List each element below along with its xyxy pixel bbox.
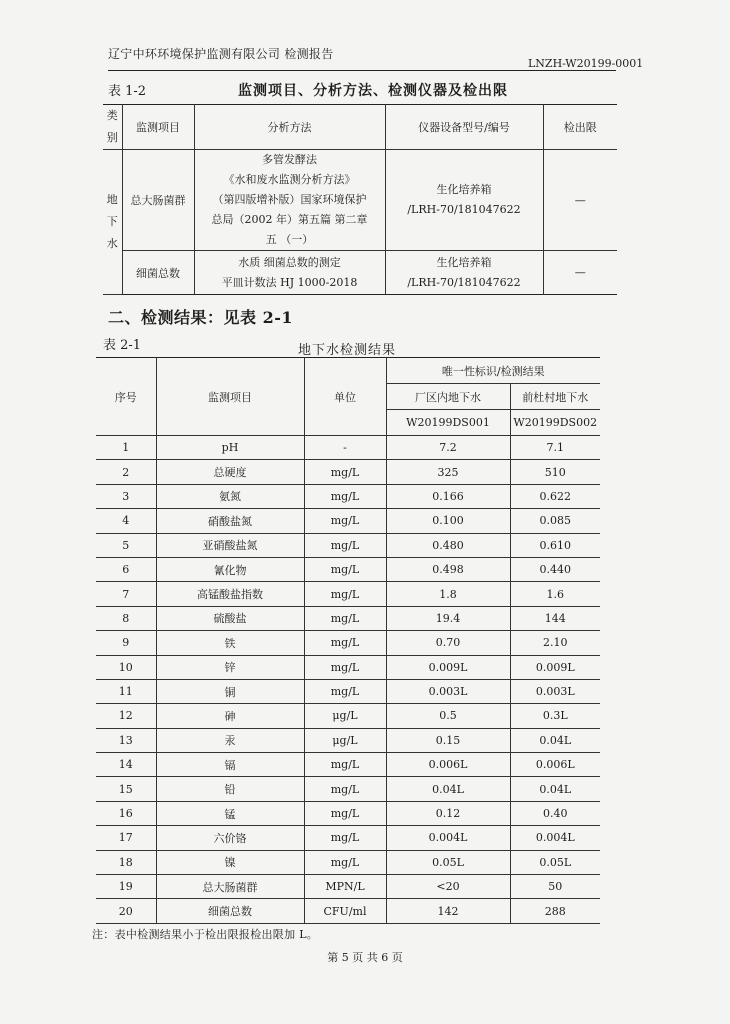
table-row [96,875,600,899]
item-cell: 细菌总数 [156,899,304,923]
result-site-1: 0.5 [386,704,510,728]
result-site-1: 0.70 [386,631,510,655]
unit-cell: μg/L [304,728,386,752]
item-cell: 镉 [156,753,304,777]
row-number: 7 [96,582,156,606]
unit-cell: mg/L [304,484,386,508]
cell-line: /LRH-70/181047622 [407,275,521,289]
row-number: 5 [96,533,156,557]
instrument-cell [385,150,543,251]
table-1-2-label: 表 1-2 [108,84,147,99]
result-site-2: 0.009L [510,655,600,679]
company-header: 辽宁中环环境保护监测有限公司 检测报告 [108,47,334,61]
item-cell: 汞 [156,728,304,752]
cell-line: 平皿计数法 HJ 1000-2018 [221,275,358,289]
table-row [96,899,600,923]
header-sample-id-1: W20199DS001 [386,410,510,436]
result-site-1: 142 [386,899,510,923]
result-site-1: 0.006L [386,753,510,777]
row-number: 13 [96,728,156,752]
methods-table-header [103,105,617,150]
unit-cell: CFU/ml [304,899,386,923]
cell-line: 《水和废水监测分析方法》 [223,173,356,186]
header-method: 分析方法 [194,105,385,150]
header-site-1: 厂区内地下水 [386,384,510,410]
item-cell: 镍 [156,850,304,874]
unit-cell: mg/L [304,557,386,581]
results-header-row [96,358,600,384]
header-unit: 单位 [304,358,386,436]
row-number: 14 [96,753,156,777]
item-cell: 硫酸盐 [156,606,304,630]
item-cell: 总大肠菌群 [156,875,304,899]
result-site-2: 0.04L [510,777,600,801]
unit-cell: mg/L [304,606,386,630]
table-row [96,655,600,679]
cell-line: （第四版增补版）国家环境保护 [212,193,367,206]
unit-cell: mg/L [304,850,386,874]
item-cell: 铅 [156,777,304,801]
cell-line: 总局（2002 年）第五篇 第二章 [211,213,368,226]
row-number: 8 [96,606,156,630]
unit-cell: mg/L [304,801,386,825]
result-site-1: 0.480 [386,533,510,557]
table-row [96,728,600,752]
header-limit: 检出限 [543,105,617,150]
cell-line: 五 （一） [265,233,314,246]
table-row [96,509,600,533]
result-site-1: 325 [386,460,510,484]
result-site-2: 0.003L [510,679,600,703]
item-cell: 总硬度 [156,460,304,484]
footnote: 注：表中检测结果小于检出限报检出限加 L。 [92,928,319,941]
unit-cell: mg/L [304,460,386,484]
result-site-1: 0.004L [386,826,510,850]
row-number: 17 [96,826,156,850]
category-cell: 地下水 [103,150,122,295]
limit-cell: — [543,251,617,295]
cell-line: 水质 细菌总数的测定 [238,255,341,269]
table-2-1-title: 地下水检测结果 [298,343,397,358]
row-number: 12 [96,704,156,728]
result-site-1: 0.009L [386,655,510,679]
item-cell: 锌 [156,655,304,679]
row-number: 4 [96,509,156,533]
table-row [103,251,617,295]
header-category: 类别 [103,105,122,150]
result-site-2: 0.006L [510,753,600,777]
cell-line: 生化培养箱 [436,183,492,196]
header-no: 序号 [96,358,156,436]
item-cell: 氨氮 [156,484,304,508]
item-cell: 氰化物 [156,557,304,581]
result-site-2: 0.05L [510,850,600,874]
result-site-2: 0.40 [510,801,600,825]
result-site-2: 0.610 [510,533,600,557]
unit-cell: mg/L [304,753,386,777]
header-item: 监测项目 [122,105,194,150]
item-cell: 高锰酸盐指数 [156,582,304,606]
unit-cell: mg/L [304,631,386,655]
table-2-1-label: 表 2-1 [103,338,142,353]
result-site-2: 288 [510,899,600,923]
result-site-1: 1.8 [386,582,510,606]
page-number: 第 5 页 共 6 页 [327,951,403,964]
method-cell [194,150,385,251]
result-site-1: 0.003L [386,679,510,703]
unit-cell: mg/L [304,826,386,850]
table-row [96,679,600,703]
result-site-2: 7.1 [510,436,600,460]
result-site-1: <20 [386,875,510,899]
item-cell: 砷 [156,704,304,728]
header-sample-id-2: W20199DS002 [510,410,600,436]
result-site-1: 0.05L [386,850,510,874]
item-cell: 铜 [156,679,304,703]
table-row [96,533,600,557]
row-number: 3 [96,484,156,508]
table-row [96,753,600,777]
unit-cell: mg/L [304,679,386,703]
table-row [96,582,600,606]
table-row [96,850,600,874]
result-site-2: 144 [510,606,600,630]
row-number: 10 [96,655,156,679]
unit-cell: MPN/L [304,875,386,899]
result-site-2: 0.622 [510,484,600,508]
unit-cell: μg/L [304,704,386,728]
row-number: 19 [96,875,156,899]
unit-cell: mg/L [304,509,386,533]
unit-cell: mg/L [304,582,386,606]
row-number: 1 [96,436,156,460]
row-number: 18 [96,850,156,874]
result-site-2: 0.3L [510,704,600,728]
report-number: LNZH-W20199-0001 [528,57,644,70]
result-site-1: 0.166 [386,484,510,508]
result-site-1: 0.100 [386,509,510,533]
table-row [96,484,600,508]
item-cell: 硝酸盐氮 [156,509,304,533]
unit-cell: mg/L [304,533,386,557]
row-number: 9 [96,631,156,655]
item-cell: pH [156,436,304,460]
row-number: 20 [96,899,156,923]
item-cell: 锰 [156,801,304,825]
result-site-1: 7.2 [386,436,510,460]
result-site-1: 0.498 [386,557,510,581]
table-row [96,777,600,801]
header-site-2: 前杜村地下水 [510,384,600,410]
row-number: 2 [96,460,156,484]
cell-line: 生化培养箱 [436,255,492,269]
table-row [96,704,600,728]
result-site-1: 0.15 [386,728,510,752]
result-site-1: 19.4 [386,606,510,630]
item-cell: 亚硝酸盐氮 [156,533,304,557]
unit-cell: mg/L [304,655,386,679]
result-site-2: 50 [510,875,600,899]
results-body [96,436,600,924]
row-number: 16 [96,801,156,825]
limit-cell: — [543,150,617,251]
methods-table [103,104,617,295]
cell-line: 多管发酵法 [262,153,317,166]
result-site-2: 0.004L [510,826,600,850]
results-table [96,357,600,924]
result-site-2: 0.440 [510,557,600,581]
unit-cell: - [304,436,386,460]
table-row [96,801,600,825]
item-cell: 总大肠菌群 [122,150,194,251]
table-row [103,150,617,251]
table-row [96,606,600,630]
result-site-2: 510 [510,460,600,484]
table-row [96,826,600,850]
item-cell: 六价铬 [156,826,304,850]
item-cell: 铁 [156,631,304,655]
section-2-heading: 二、检测结果：见表 2-1 [108,308,293,327]
table-row [96,631,600,655]
table-row [96,557,600,581]
result-site-2: 2.10 [510,631,600,655]
result-site-2: 0.04L [510,728,600,752]
instrument-cell [385,251,543,295]
cell-line: /LRH-70/181047622 [407,203,521,216]
table-row [96,460,600,484]
method-cell [194,251,385,295]
header-instrument: 仪器设备型号/编号 [385,105,543,150]
table-1-2-title: 监测项目、分析方法、检测仪器及检出限 [238,83,508,99]
table-row [96,436,600,460]
result-site-2: 1.6 [510,582,600,606]
header-item: 监测项目 [156,358,304,436]
result-site-1: 0.12 [386,801,510,825]
header-divider [108,70,616,71]
header-results-group: 唯一性标识/检测结果 [386,358,600,384]
row-number: 6 [96,557,156,581]
row-number: 11 [96,679,156,703]
unit-cell: mg/L [304,777,386,801]
result-site-2: 0.085 [510,509,600,533]
item-cell: 细菌总数 [122,251,194,295]
row-number: 15 [96,777,156,801]
result-site-1: 0.04L [386,777,510,801]
